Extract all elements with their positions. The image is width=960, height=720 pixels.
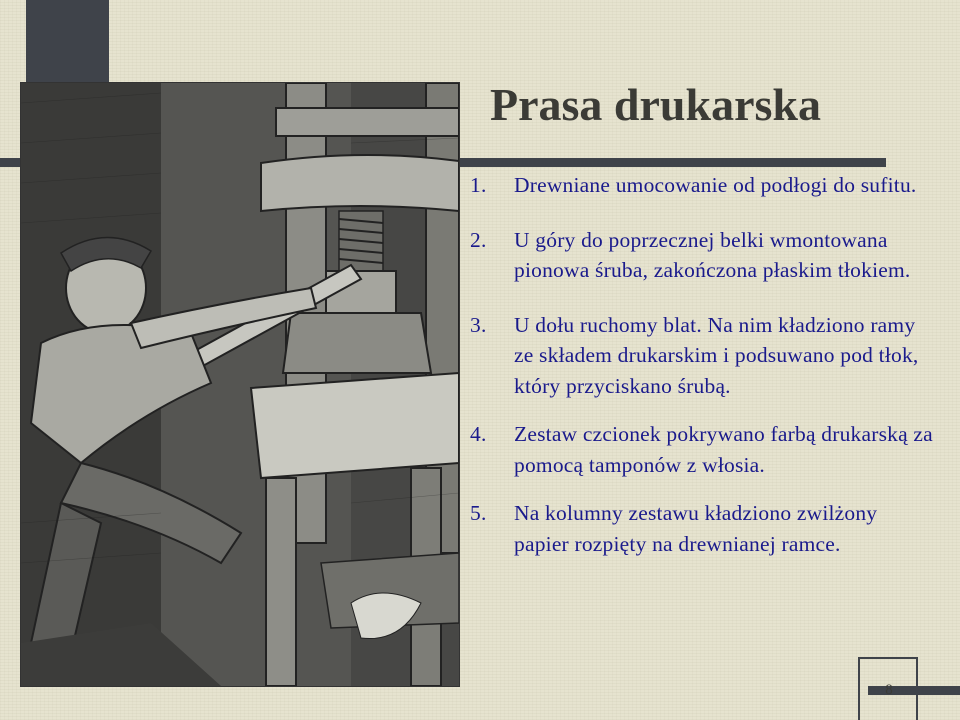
list-item xyxy=(470,419,935,480)
list-item-text: U góry do poprzecznej belki wmontowana pionowa śruba, zakończona płaskim tłokiem. xyxy=(514,227,911,282)
list-item-text: Zestaw czcionek pokrywano farbą drukarską za pomocą tamponów z włosia. xyxy=(514,422,933,477)
list-item-number: 3. xyxy=(470,312,487,337)
printing-press-engraving xyxy=(20,82,460,687)
list-item-text: U dołu ruchomy blat. Na nim kładziono ramy ze składem drukarskim i podsuwano pod tłok, który przyciskano śrubą. xyxy=(514,312,919,398)
printing-press-illustration xyxy=(21,83,459,686)
list-item xyxy=(470,310,935,402)
decorative-square-top xyxy=(26,0,109,87)
page-number: 8 xyxy=(885,682,893,698)
numbered-list xyxy=(470,170,935,559)
list-item-text: Na kolumny zestawu kładziono zwilżony papier rozpięty na drewnianej ramce. xyxy=(514,501,878,556)
list-item xyxy=(470,225,935,286)
list-item-number: 1. xyxy=(470,173,487,197)
slide-title: Prasa drukarska xyxy=(490,79,821,130)
list-item-text: Drewniane umocowanie od podłogi do sufitu. xyxy=(514,173,917,197)
list-item-number: 2. xyxy=(470,227,487,252)
list-item xyxy=(470,498,935,559)
list-item xyxy=(470,170,935,201)
list-item-number: 5. xyxy=(470,501,487,525)
list-item-number: 4. xyxy=(470,422,487,446)
